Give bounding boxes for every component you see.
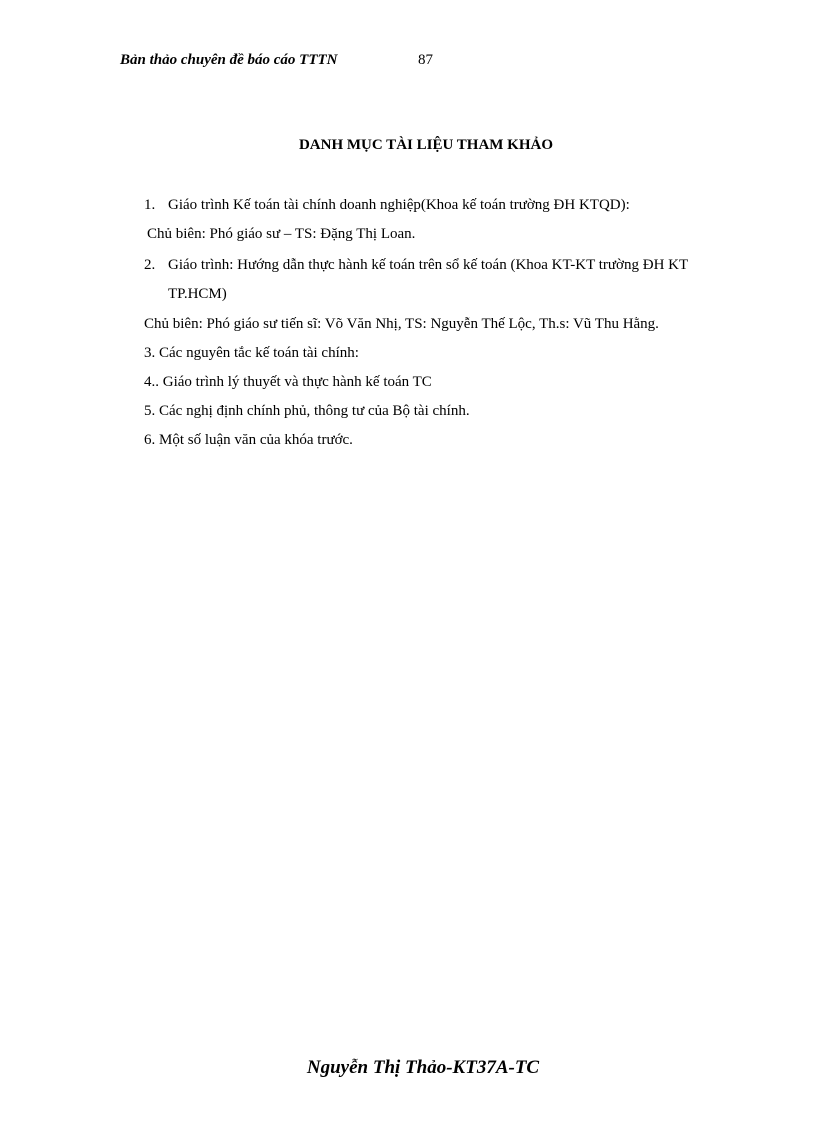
reference-number-1: 1.	[144, 197, 156, 213]
reference-note-1: Chủ biên: Phó giáo sư – TS: Đặng Thị Loan.	[147, 226, 416, 242]
reference-text-2: Giáo trình: Hướng dẫn thực hành kế toán trên sổ kế toán (Khoa KT-KT trường ĐH KT	[168, 257, 689, 273]
reference-item-5: 5. Các nghị định chính phủ, thông tư của Bộ tài chính.	[144, 403, 470, 419]
reference-note-2: Chủ biên: Phó giáo sư tiến sĩ: Võ Văn Nhị, TS: Nguyễn Thế Lộc, Th.s: Vũ Thu Hằng.	[144, 316, 659, 332]
footer-author: Nguyễn Thị Thảo-KT37A-TC	[306, 1057, 540, 1078]
running-header: Bản thảo chuyên đề báo cáo TTTN	[120, 52, 338, 68]
reference-text-2-continued: TP.HCM)	[168, 286, 227, 302]
reference-item-6: 6. Một số luận văn của khóa trước.	[144, 432, 353, 448]
reference-item-1	[144, 196, 630, 215]
page-number: 87	[418, 52, 433, 68]
reference-number-2: 2.	[144, 257, 156, 273]
reference-item-3: 3. Các nguyên tắc kế toán tài chính:	[144, 345, 359, 361]
reference-item-4: 4.. Giáo trình lý thuyết và thực hành kế toán TC	[144, 374, 432, 390]
reference-text-1: Giáo trình Kế toán tài chính doanh nghiệp(Khoa kế toán trường ĐH KTQD):	[168, 197, 630, 213]
reference-item-2	[144, 256, 688, 275]
page-title: DANH MỤC TÀI LIỆU THAM KHẢO	[298, 137, 554, 153]
